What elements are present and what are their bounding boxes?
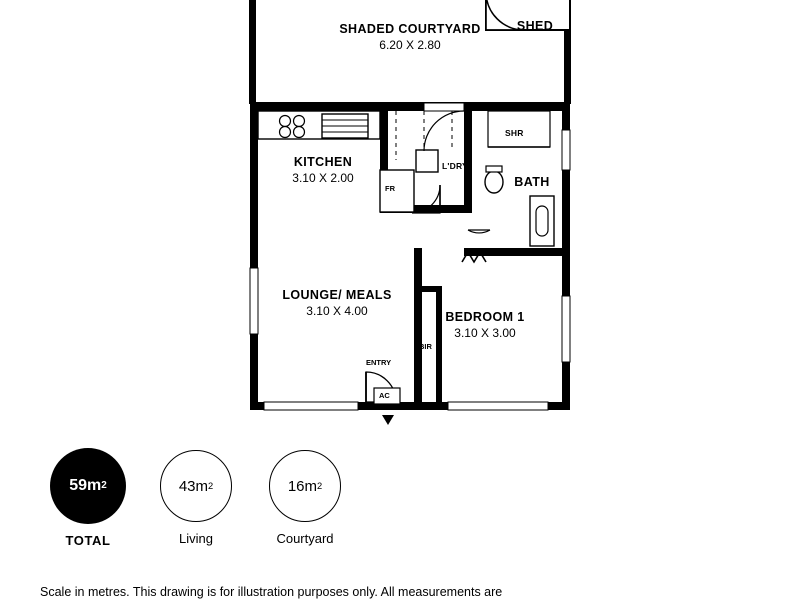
room-dimension: 3.10 X 4.00 xyxy=(306,303,368,318)
disclaimer-text: Scale in metres. This drawing is for illustration purposes only. All measurements are xyxy=(40,585,503,599)
area-caption: TOTAL xyxy=(65,533,111,548)
area-value: 16m xyxy=(287,477,317,495)
label-entry: ENTRY xyxy=(366,358,392,367)
area-value: 59m xyxy=(69,477,102,494)
room-dimension: 3.10 X 2.00 xyxy=(292,170,354,185)
area-item-living xyxy=(160,450,232,546)
laundry-fittings xyxy=(412,150,440,213)
room-name: LOUNGE/ MEALS xyxy=(282,288,392,302)
area-value: 43m xyxy=(178,477,208,495)
room-name: KITCHEN xyxy=(293,155,353,169)
area-circle-total: 59m 2 xyxy=(50,448,126,524)
room-name: BEDROOM 1 xyxy=(445,310,525,324)
area-caption: Courtyard xyxy=(276,531,334,546)
fixture-label-fridge: FR xyxy=(385,184,395,193)
area-item-courtyard xyxy=(269,450,341,546)
area-summary xyxy=(40,448,460,558)
area-circle-courtyard: 16m 2 xyxy=(269,450,341,522)
shed-walls xyxy=(486,0,570,30)
house-walls xyxy=(250,103,570,410)
label-ac: AC xyxy=(379,391,390,400)
room-name: SHADED COURTYARD xyxy=(339,22,481,36)
area-circle-living: 43m 2 xyxy=(160,450,232,522)
room-dimension: 6.20 X 2.80 xyxy=(379,37,441,52)
room-label-laundry: L'DRY xyxy=(442,161,468,171)
fixture-label-bir: BIR xyxy=(419,342,432,351)
area-caption: Living xyxy=(179,531,213,546)
fixture-label-shower: SHR xyxy=(505,128,524,138)
room-name: BATH xyxy=(514,175,550,189)
area-item-total xyxy=(50,448,126,548)
room-dimension: 3.10 X 3.00 xyxy=(454,325,516,340)
room-name: SHED xyxy=(516,19,554,33)
